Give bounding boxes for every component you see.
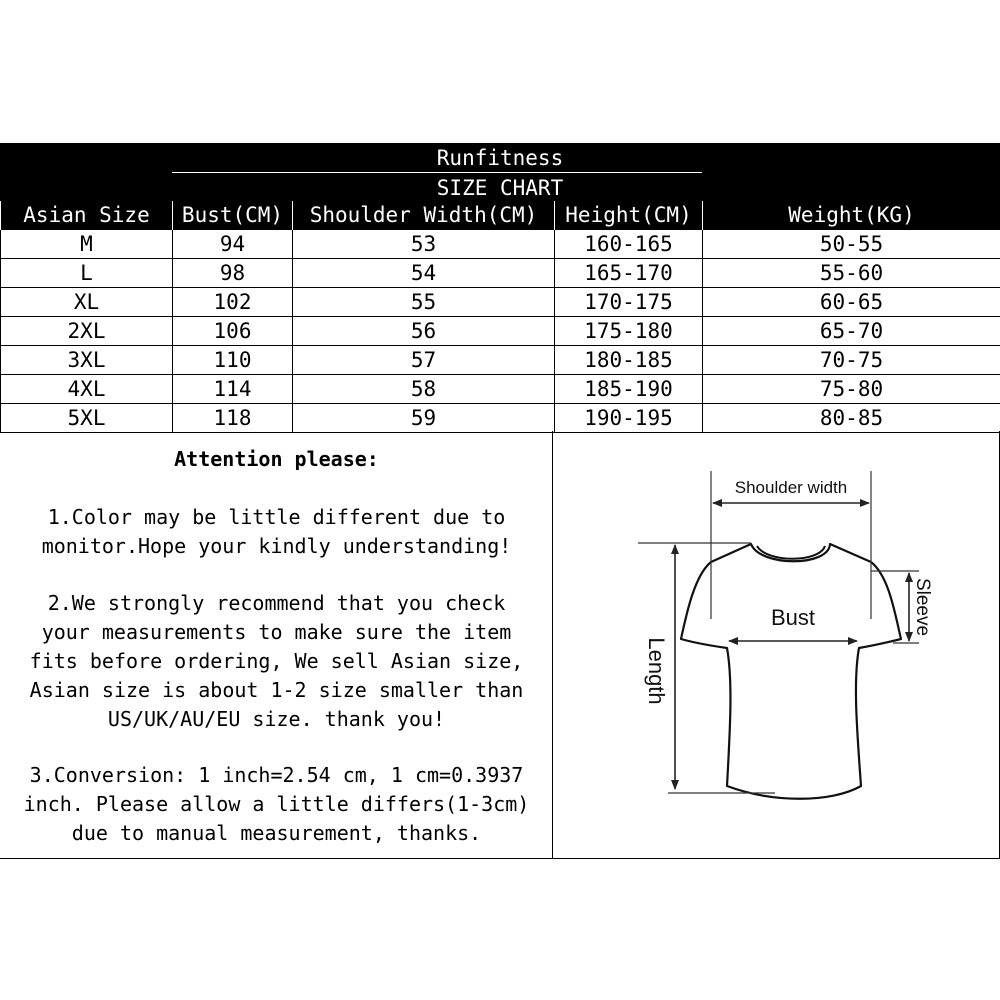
table-cell: 160-165 <box>555 230 703 259</box>
table-cell: 190-195 <box>555 404 703 433</box>
table-cell: 54 <box>293 259 555 288</box>
table-cell: 56 <box>293 317 555 346</box>
column-header: Height(CM) <box>555 201 703 230</box>
table-row <box>1 259 1000 288</box>
attention-panel <box>0 431 553 858</box>
column-header: Asian Size <box>1 201 173 230</box>
table-header-row <box>1 201 1000 230</box>
table-cell: 114 <box>173 375 293 404</box>
table-row <box>1 346 1000 375</box>
table-cell: 60-65 <box>703 288 1000 317</box>
table-cell: 55 <box>293 288 555 317</box>
measurement-diagram-panel <box>553 431 1000 858</box>
size-chart <box>0 143 1000 859</box>
table-cell: 59 <box>293 404 555 433</box>
note-color: 1.Color may be little different due to monitor.Hope your kindly understanding! <box>41 505 512 558</box>
table-cell: 2XL <box>1 317 173 346</box>
table-row <box>1 404 1000 433</box>
table-cell: 50-55 <box>703 230 1000 259</box>
table-cell: 75-80 <box>703 375 1000 404</box>
table-cell: 5XL <box>1 404 173 433</box>
table-cell: 70-75 <box>703 346 1000 375</box>
bust-label: Bust <box>770 605 816 630</box>
column-header: Shoulder Width(CM) <box>293 201 555 230</box>
table-cell: 4XL <box>1 375 173 404</box>
info-section <box>0 431 1000 859</box>
table-cell: 102 <box>173 288 293 317</box>
table-cell: 118 <box>173 404 293 433</box>
tshirt-outline <box>681 544 901 799</box>
length-label: Length <box>644 637 669 705</box>
note-conversion: 3.Conversion: 1 inch=2.54 cm, 1 cm=0.3937 inch. Please allow a little differs(1-3cm) due to manual measurement, thanks. <box>23 763 530 845</box>
table-cell: 98 <box>173 259 293 288</box>
brand-title: Runfitness <box>0 143 1000 173</box>
note-measurements: 2.We strongly recommend that you check your measurements to make sure the item fits before ordering, We sell Asian size, Asian size is about 1-2 size smaller than US/UK/AU/EU size. thank you! <box>29 591 524 731</box>
tshirt-diagram <box>553 431 999 858</box>
table-cell: 94 <box>173 230 293 259</box>
table-cell: 65-70 <box>703 317 1000 346</box>
table-cell: 3XL <box>1 346 173 375</box>
table-row <box>1 288 1000 317</box>
table-cell: 185-190 <box>555 375 703 404</box>
attention-title: Attention please: <box>174 447 379 471</box>
shoulder-width-label: Shoulder width <box>734 478 848 497</box>
table-cell: 55-60 <box>703 259 1000 288</box>
table-cell: 170-175 <box>555 288 703 317</box>
table-cell: 53 <box>293 230 555 259</box>
table-row <box>1 230 1000 259</box>
table-cell: 180-185 <box>555 346 703 375</box>
column-header: Weight(KG) <box>703 201 1000 230</box>
table-cell: 110 <box>173 346 293 375</box>
chart-subtitle: SIZE CHART <box>0 173 1000 201</box>
table-cell: M <box>1 230 173 259</box>
table-cell: 175-180 <box>555 317 703 346</box>
table-row <box>1 375 1000 404</box>
table-cell: L <box>1 259 173 288</box>
size-table <box>0 201 1000 433</box>
table-cell: 106 <box>173 317 293 346</box>
table-cell: 57 <box>293 346 555 375</box>
table-cell: 80-85 <box>703 404 1000 433</box>
table-cell: 165-170 <box>555 259 703 288</box>
column-header: Bust(CM) <box>173 201 293 230</box>
table-row <box>1 317 1000 346</box>
table-cell: 58 <box>293 375 555 404</box>
table-cell: XL <box>1 288 173 317</box>
sleeve-label: Sleeve <box>912 577 933 637</box>
